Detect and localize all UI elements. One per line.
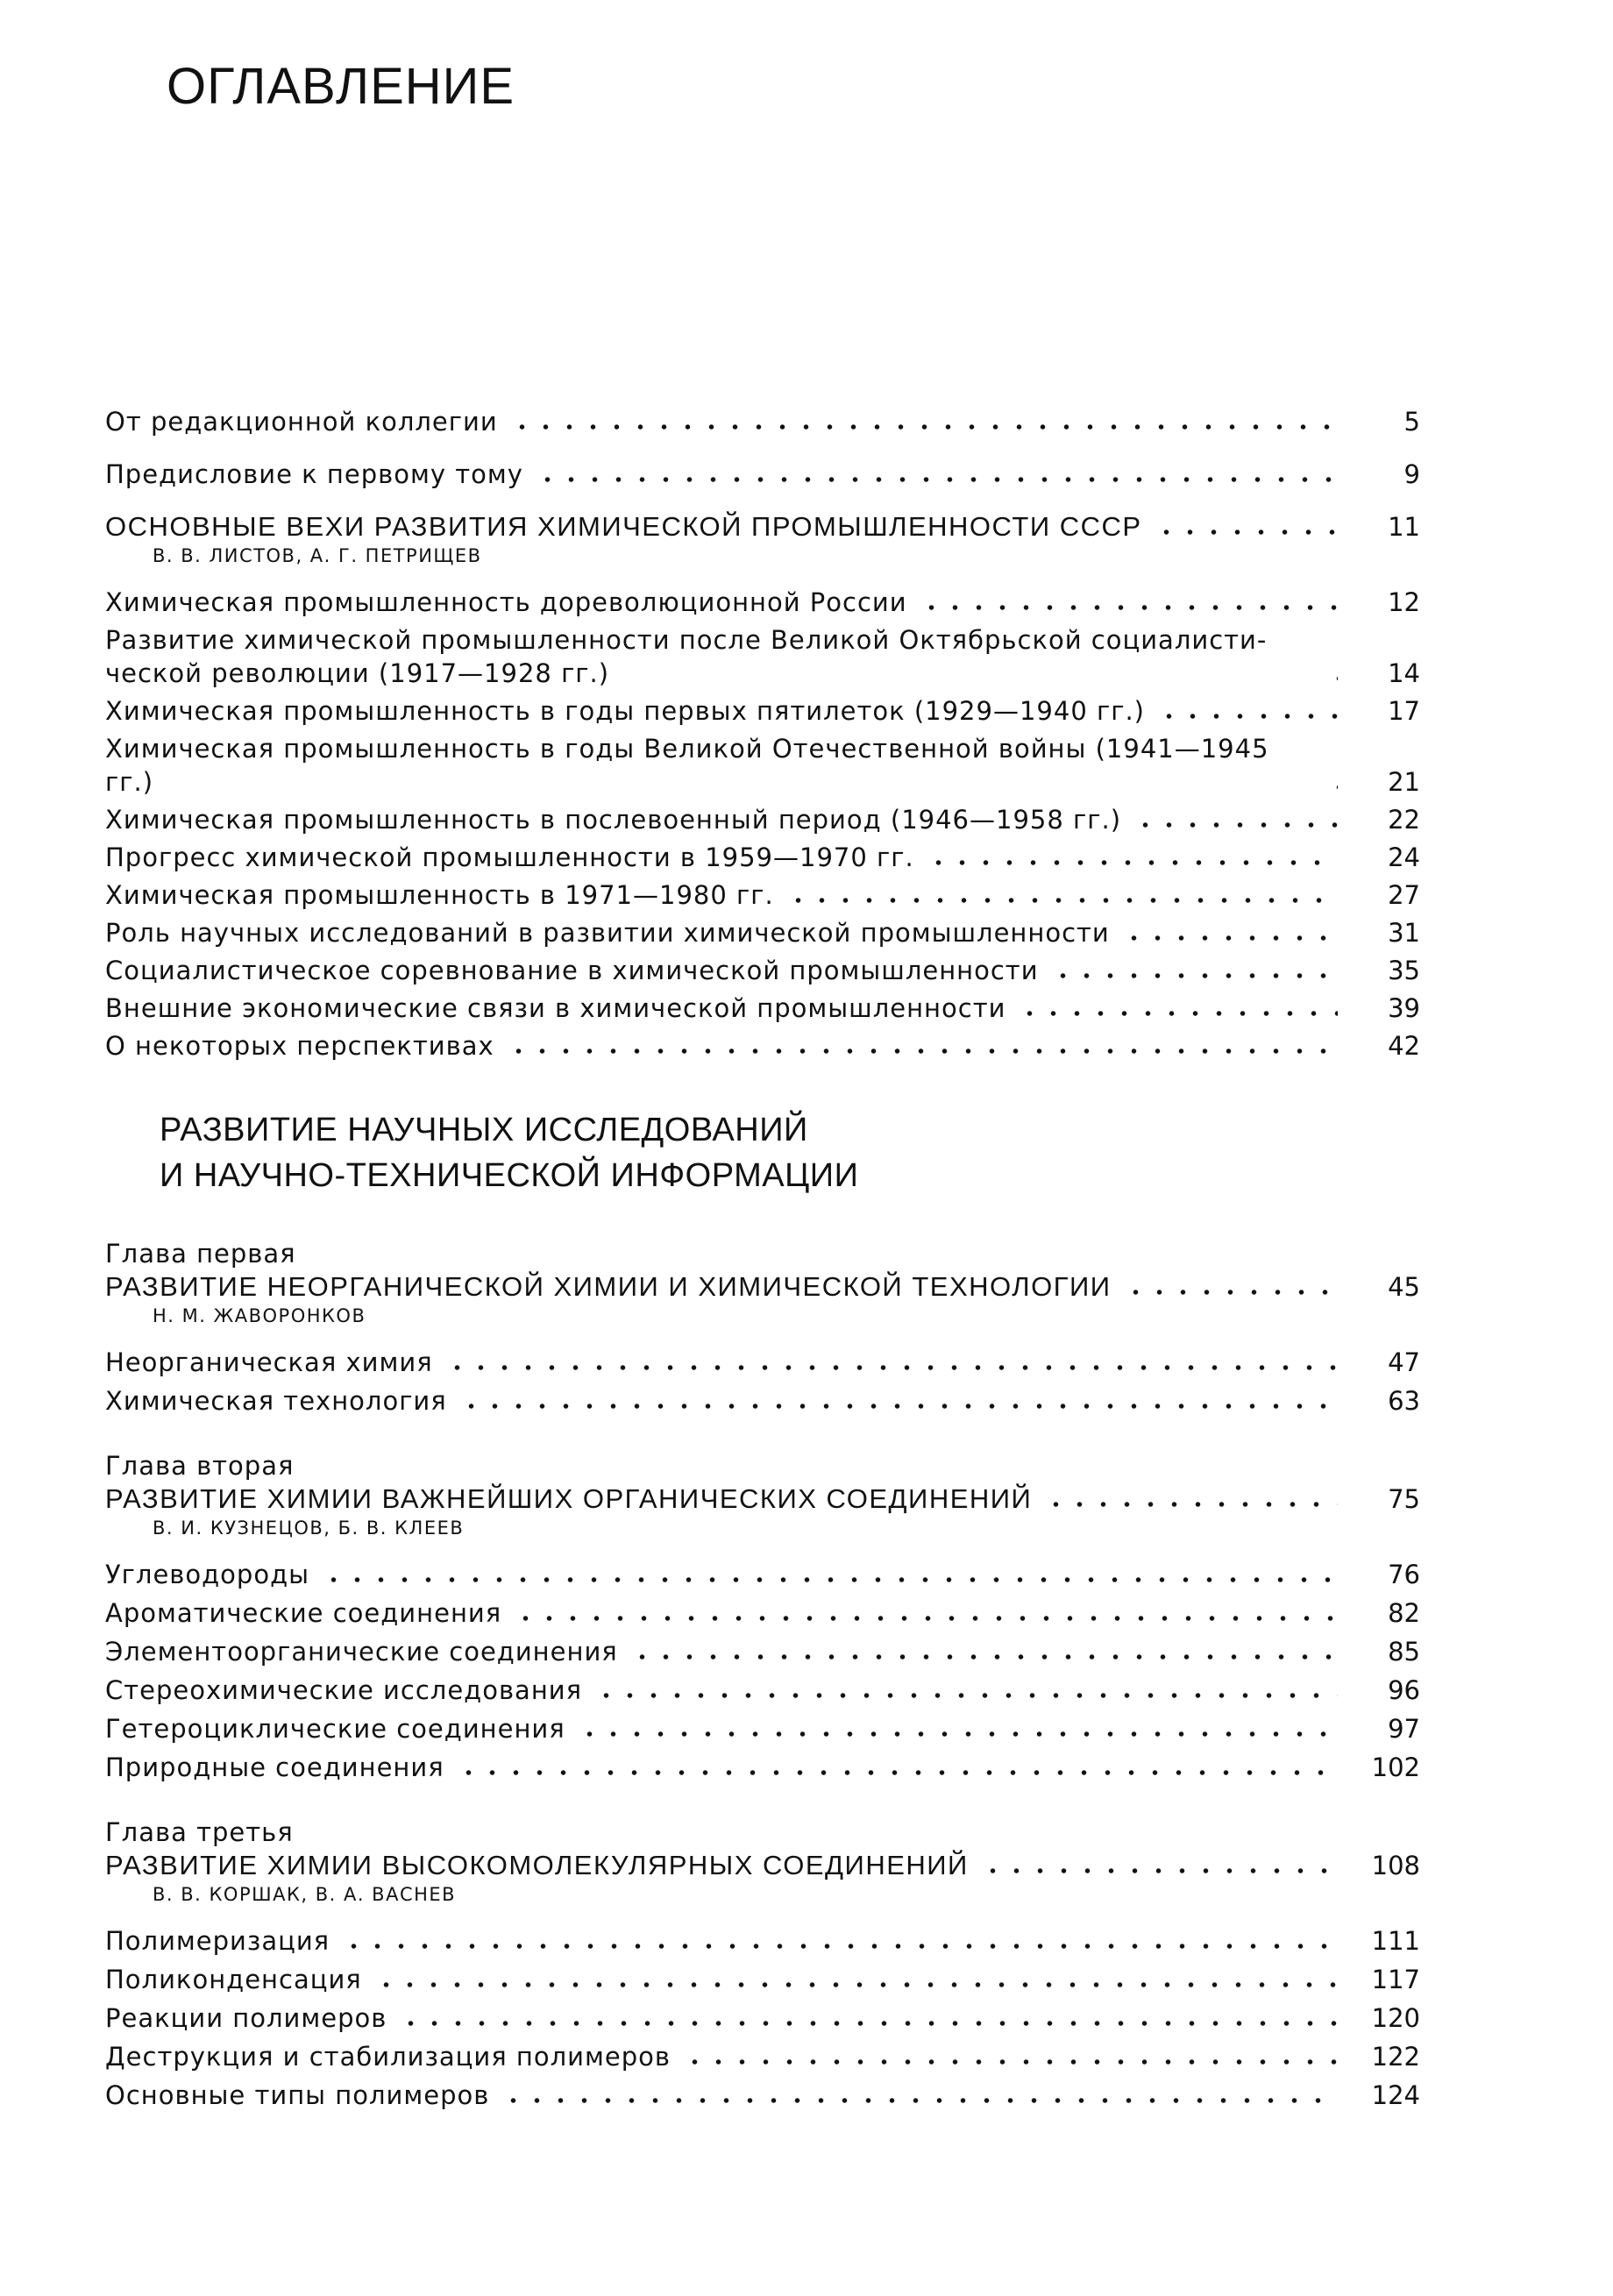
toc-entry-title: Неорганическая химия bbox=[105, 1347, 433, 1377]
toc-entry-title: Стереохимические исследования bbox=[105, 1675, 583, 1705]
toc-entry-page: 108 bbox=[1371, 1851, 1420, 1880]
dot-leader bbox=[457, 1768, 1338, 1777]
toc-entry[interactable] bbox=[105, 694, 1420, 728]
toc-entry-title: Реакции полимеров bbox=[105, 2003, 387, 2033]
toc-entry[interactable] bbox=[105, 458, 1420, 491]
toc-entry-page: 17 bbox=[1388, 696, 1420, 726]
dot-leader bbox=[630, 1653, 1338, 1661]
table-of-contents bbox=[105, 405, 1420, 2143]
toc-entry[interactable] bbox=[105, 992, 1420, 1025]
toc-entry-title: Предисловие к первому тому bbox=[105, 459, 523, 489]
chapter-heading: РАЗВИТИЕ НЕОРГАНИЧЕСКОЙ ХИМИИ И ХИМИЧЕСКОЙ ТЕХНОЛОГИИ bbox=[105, 1271, 1112, 1302]
toc-entry-title: Химическая промышленность в послевоенный период (1946—1958 гг.) bbox=[105, 805, 1122, 835]
toc-entry-page: 22 bbox=[1388, 805, 1420, 835]
chapter-heading-entry[interactable] bbox=[105, 1270, 1420, 1304]
toc-entry-title: Химическая промышленность дореволюционной России bbox=[105, 587, 907, 617]
dot-leader bbox=[1155, 528, 1338, 537]
toc-entry-page: 12 bbox=[1388, 587, 1420, 617]
dot-leader bbox=[1327, 674, 1338, 683]
dot-leader bbox=[1051, 971, 1338, 980]
toc-entry-title: Поликонденсация bbox=[105, 1965, 362, 1994]
toc-entry-title: Внешние экономические связи в химической промышленности bbox=[105, 993, 1006, 1023]
toc-entry-title: Гетероциклические соединения bbox=[105, 1714, 565, 1744]
toc-entry-page: 124 bbox=[1371, 2080, 1420, 2110]
toc-entry[interactable] bbox=[105, 954, 1420, 987]
toc-entry-title: Элементоорганические соединения bbox=[105, 1637, 618, 1667]
toc-entry[interactable] bbox=[105, 1558, 1420, 1591]
dot-leader bbox=[399, 2019, 1338, 2028]
chapter-heading-entry[interactable] bbox=[105, 1482, 1420, 1516]
toc-entry-page: 75 bbox=[1388, 1484, 1420, 1514]
toc-entry[interactable] bbox=[105, 1674, 1420, 1707]
toc-entry-page: 14 bbox=[1388, 658, 1420, 688]
toc-entry-title: Социалистическое соревнование в химической промышленности bbox=[105, 956, 1039, 985]
toc-entry[interactable] bbox=[105, 2040, 1420, 2073]
part-authors: В. В. ЛИСТОВ, А. Г. ПЕТРИЩЕВ bbox=[153, 545, 482, 566]
dot-leader bbox=[1124, 1288, 1338, 1297]
toc-entry-page: 117 bbox=[1371, 1965, 1420, 1994]
part-heading: ОСНОВНЫЕ ВЕХИ РАЗВИТИЯ ХИМИЧЕСКОЙ ПРОМЫШЛЕННОСТИ СССР bbox=[105, 511, 1142, 542]
toc-entry-title: Развитие химической промышленности после Великой Октябрьской социалисти-ческой революции (1917—1928 гг.) bbox=[105, 625, 1268, 688]
toc-entry-title: О некоторых перспективах bbox=[105, 1031, 494, 1061]
toc-entry[interactable] bbox=[105, 1963, 1420, 1996]
toc-entry-page: 21 bbox=[1388, 767, 1420, 797]
dot-leader bbox=[578, 1730, 1338, 1738]
toc-entry[interactable] bbox=[105, 1596, 1420, 1630]
toc-entry-page: 102 bbox=[1371, 1752, 1420, 1782]
toc-entry-page: 42 bbox=[1388, 1031, 1420, 1061]
toc-entry[interactable] bbox=[105, 841, 1420, 874]
toc-entry-title: Химическая промышленность в годы первых пятилеток (1929—1940 гг.) bbox=[105, 696, 1145, 726]
dot-leader bbox=[1327, 783, 1338, 792]
dot-leader bbox=[374, 1980, 1338, 1989]
toc-entry[interactable] bbox=[105, 1635, 1420, 1668]
toc-entry-page: 63 bbox=[1388, 1386, 1420, 1416]
page-title: ОГЛАВЛЕНИЕ bbox=[167, 58, 515, 115]
toc-entry-page: 35 bbox=[1388, 956, 1420, 985]
chapter-heading: РАЗВИТИЕ ХИМИИ ВЫСОКОМОЛЕКУЛЯРНЫХ СОЕДИНЕНИЙ bbox=[105, 1850, 969, 1880]
dot-leader bbox=[459, 1402, 1338, 1411]
dot-leader bbox=[786, 896, 1338, 905]
toc-entry-title: Ароматические соединения bbox=[105, 1598, 502, 1628]
toc-entry-title: Химическая технология bbox=[105, 1386, 447, 1416]
section-heading-line1: РАЗВИТИЕ НАУЧНЫХ ИССЛЕДОВАНИЙ bbox=[160, 1112, 808, 1148]
dot-leader bbox=[507, 1047, 1338, 1056]
toc-entry[interactable] bbox=[105, 405, 1420, 438]
part-heading-entry[interactable] bbox=[105, 510, 1420, 544]
chapter-authors: Н. М. ЖАВОРОНКОВ bbox=[153, 1305, 366, 1326]
dot-leader bbox=[501, 2096, 1338, 2105]
toc-entry[interactable] bbox=[105, 1029, 1420, 1063]
chapter-label: Глава третья bbox=[105, 1817, 294, 1847]
chapter-authors: В. В. КОРШАК, В. А. ВАСНЕВ bbox=[153, 1884, 457, 1905]
toc-entry[interactable] bbox=[105, 916, 1420, 949]
toc-entry[interactable] bbox=[105, 1751, 1420, 1784]
dot-leader bbox=[1122, 934, 1338, 942]
section-heading-line2: И НАУЧНО-ТЕХНИЧЕСКОЙ ИНФОРМАЦИИ bbox=[160, 1157, 859, 1194]
dot-leader bbox=[594, 1691, 1338, 1700]
chapter-heading: РАЗВИТИЕ ХИМИИ ВАЖНЕЙШИХ ОРГАНИЧЕСКИХ СОЕДИНЕНИЙ bbox=[105, 1483, 1033, 1514]
dot-leader bbox=[322, 1575, 1338, 1584]
chapter-label: Глава первая bbox=[105, 1239, 296, 1269]
toc-entry-title: Природные соединения bbox=[105, 1752, 444, 1782]
dot-leader bbox=[920, 603, 1338, 612]
toc-entry[interactable] bbox=[105, 1346, 1420, 1379]
dot-leader bbox=[1044, 1500, 1338, 1509]
toc-entry[interactable] bbox=[105, 1712, 1420, 1745]
toc-entry[interactable] bbox=[105, 1384, 1420, 1418]
dot-leader bbox=[683, 2058, 1338, 2066]
dot-leader bbox=[514, 1614, 1338, 1623]
toc-entry[interactable] bbox=[105, 2079, 1420, 2112]
chapter-spacer bbox=[105, 2117, 1420, 2143]
toc-entry-title: Полимеризация bbox=[105, 1926, 330, 1956]
toc-entry[interactable] bbox=[105, 803, 1420, 836]
toc-entry-page: 39 bbox=[1388, 993, 1420, 1023]
toc-entry-page: 9 bbox=[1403, 459, 1420, 489]
toc-entry-page: 82 bbox=[1388, 1598, 1420, 1628]
toc-entry-title: Прогресс химической промышленности в 1959—1970 гг. bbox=[105, 842, 914, 872]
toc-entry-page: 122 bbox=[1371, 2042, 1420, 2072]
toc-entry-page: 120 bbox=[1371, 2003, 1420, 2033]
toc-entry-page: 45 bbox=[1388, 1272, 1420, 1302]
toc-entry[interactable] bbox=[105, 2001, 1420, 2035]
chapter-heading-entry[interactable] bbox=[105, 1849, 1420, 1882]
toc-entry-page: 96 bbox=[1388, 1675, 1420, 1705]
chapter-spacer bbox=[105, 1789, 1420, 1816]
toc-entry-page: 85 bbox=[1388, 1637, 1420, 1667]
dot-leader bbox=[927, 858, 1338, 867]
dot-leader bbox=[510, 423, 1338, 431]
toc-entry-page: 111 bbox=[1371, 1926, 1420, 1956]
dot-leader bbox=[536, 475, 1338, 484]
toc-entry-page: 24 bbox=[1388, 842, 1420, 872]
dot-leader bbox=[1018, 1009, 1338, 1018]
chapter-label: Глава вторая bbox=[105, 1451, 295, 1481]
toc-entry-page: 27 bbox=[1388, 880, 1420, 910]
toc-entry-page: 5 bbox=[1403, 407, 1420, 437]
toc-entry[interactable] bbox=[105, 586, 1420, 619]
toc-entry-title: Химическая промышленность в годы Великой Отечественной войны (1941—1945 гг.) bbox=[105, 734, 1269, 797]
dot-leader bbox=[342, 1942, 1338, 1951]
toc-entry-title: От редакционной коллегии bbox=[105, 407, 498, 437]
chapter-authors: В. И. КУЗНЕЦОВ, Б. В. КЛЕЕВ bbox=[153, 1518, 465, 1539]
toc-entry[interactable] bbox=[105, 623, 1420, 690]
toc-entry[interactable] bbox=[105, 878, 1420, 912]
toc-entry-title: Деструкция и стабилизация полимеров bbox=[105, 2042, 671, 2072]
toc-entry-page: 11 bbox=[1388, 512, 1420, 542]
dot-leader bbox=[1157, 712, 1338, 721]
toc-entry-title: Углеводороды bbox=[105, 1560, 310, 1589]
dot-leader bbox=[1133, 821, 1338, 829]
toc-entry-page: 31 bbox=[1388, 918, 1420, 948]
dot-leader bbox=[981, 1866, 1338, 1875]
toc-entry-title: Химическая промышленность в 1971—1980 гг. bbox=[105, 880, 774, 910]
part-items bbox=[105, 586, 1420, 1063]
toc-entry[interactable] bbox=[105, 732, 1420, 799]
toc-entry-page: 47 bbox=[1388, 1347, 1420, 1377]
chapters bbox=[105, 1237, 1420, 2143]
dot-leader bbox=[445, 1363, 1338, 1372]
chapter-spacer bbox=[105, 1423, 1420, 1449]
toc-entry-title: Основные типы полимеров bbox=[105, 2080, 490, 2110]
toc-entry-page: 97 bbox=[1388, 1714, 1420, 1744]
toc-entry-page: 76 bbox=[1388, 1560, 1420, 1589]
toc-entry[interactable] bbox=[105, 1924, 1420, 1958]
toc-entry-title: Роль научных исследований в развитии химической промышленности bbox=[105, 918, 1110, 948]
